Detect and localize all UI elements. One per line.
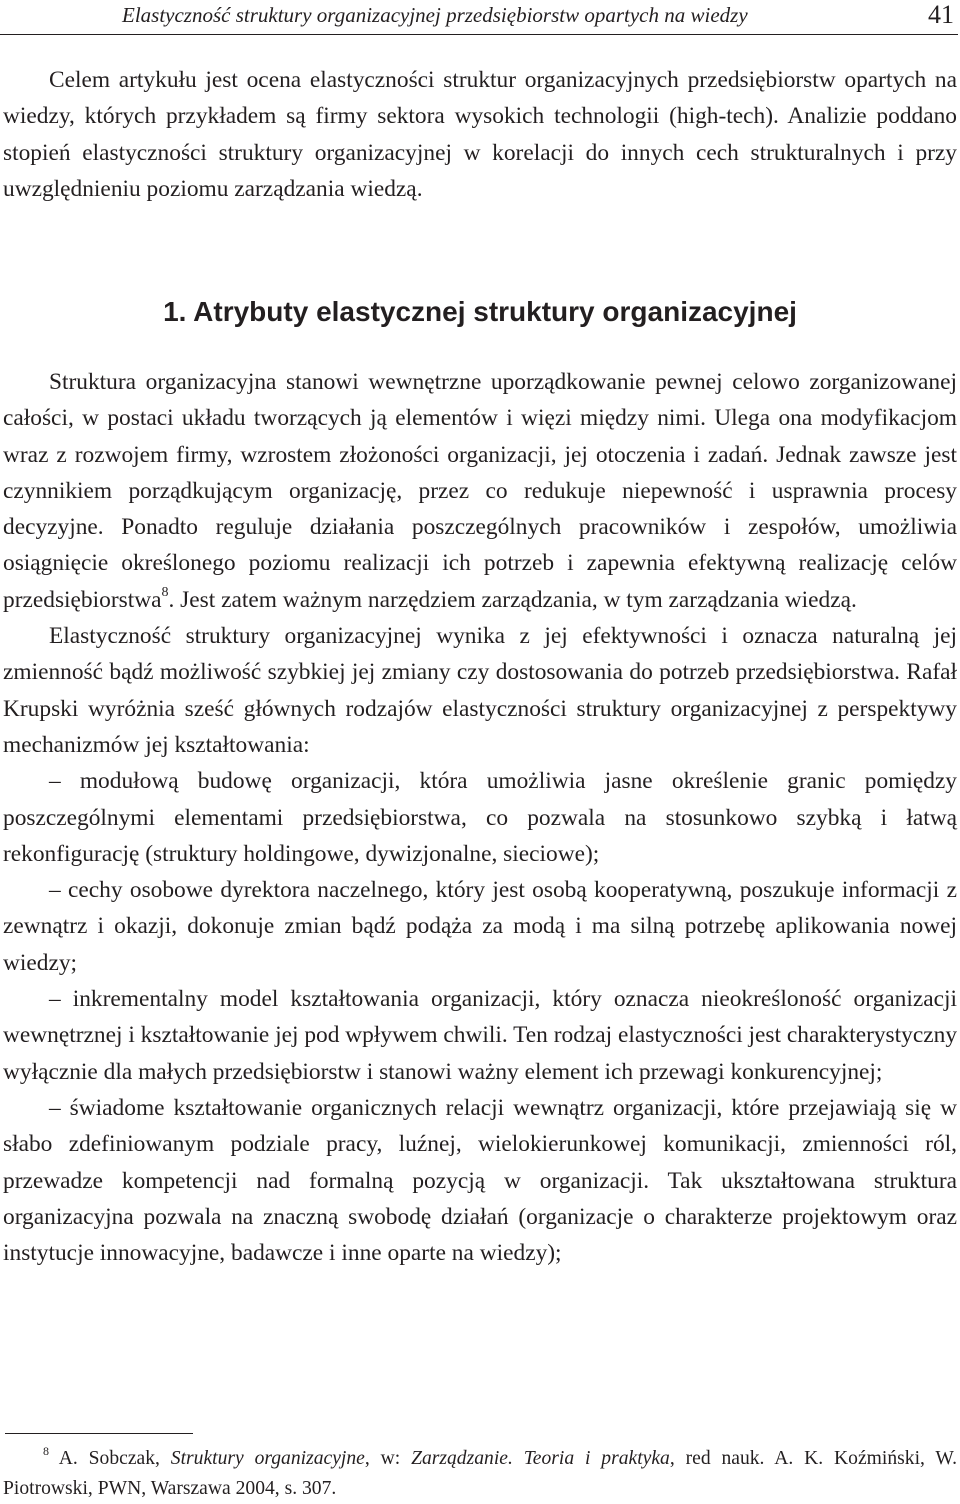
list-item-4: – świadome kształtowanie organicznych relacji wewnątrz organizacji, które przejawiają się w słabo zdefiniowanym podziale pracy, luźnej, wielokierunkowej komunikacji, zmienności ról, przewadze kompetencji nad formalną pozycją w organizacji. Tak ukształtowana struktura organizacyjna pozwala na znaczną swobodę działań (organizacje o charakterze projektowym oraz instytucje innowacyjne, badawcze i inne oparte na wiedzy);: [3, 1094, 957, 1267]
body-paragraph-1: [3, 364, 957, 618]
footnote-title: Struktury organizacyjne: [170, 1448, 365, 1469]
footnote-divider: [5, 1433, 193, 1434]
footnote-ref[interactable]: 8: [161, 584, 169, 600]
intro-section: [3, 62, 957, 207]
section-body: [3, 364, 957, 1271]
list-item-2: – cechy osobowe dyrektora naczelnego, który jest osobą kooperatywną, poszukuje informacji z zewnątrz i okazji, dokonuje zmian bądź podąża za modą i ma silną potrzebę aplikowania nowej wiedzy;: [3, 877, 957, 976]
footnote-connector: , w:: [364, 1448, 412, 1469]
running-title: Elastyczność struktury organizacyjnej przedsiębiorstw opartych na wiedzy: [122, 3, 748, 27]
list-item-1: – modułową budowę organizacji, która umożliwia jasne określenie granic pomiędzy poszczególnymi elementami przedsiębiorstwa, co pozwala na stosunkowo szybką i łatwą rekonfigurację (struktury holdingowe, dywizjonalne, sieciowe);: [3, 768, 957, 867]
footnote-marker: 8: [43, 1444, 49, 1459]
list-item-3: – inkrementalny model kształtowania organizacji, który oznacza nieokreśloność organizacji wewnętrznej i kształtowanie jej pod wpływem chwili. Ten rodzaj elastyczności jest charakterystyczny wyłącznie dla małych przedsiębiorstw i stanowi ważny element ich przewagi konkurencyjnej;: [3, 986, 958, 1085]
section-heading: 1. Atrybuty elastycznej struktury organizacyjnej: [163, 296, 797, 327]
footnote-author: A. Sobczak,: [49, 1448, 171, 1469]
paragraph-text: Struktura organizacyjna stanowi wewnętrzne uporządkowanie pewnej celowo zorganizowanej całości, w postaci układu tworzących ją elementów i więzi między nimi. Ulega ona modyfikacjom wraz z rozwojem firmy, wzrostem złożoności organizacji, jej otoczenia i zadań. Jednak zawsze jest czynnikiem porządkującym organizację, przez co redukuje niepewność i usprawnia procesy decyzyjne. Ponadto reguluje działania poszczególnych pracowników i zespołów, umożliwia osiągnięcie określonego poziomu realizacji ich potrzeb i zapewnia efektywną realizację celów przedsiębiorstwa: [3, 369, 957, 613]
page-number: 41: [928, 0, 954, 29]
footnote: [3, 1444, 957, 1504]
intro-paragraph: Celem artykułu jest ocena elastyczności struktur organizacyjnych przedsiębiorstw opartych na wiedzy, których przykładem są firmy sektora wysokich technologii (high-tech). Analizie poddano stopień elastyczności struktury organizacyjnej w korelacji do innych cech strukturalnych i przy uwzględnieniu poziomu zarządzania wiedzą.: [3, 67, 957, 202]
footnote-rest: , red nauk. A. K. Koźmiński, W. Piotrowski, PWN, Warszawa 2004, s. 307.: [3, 1448, 957, 1499]
running-header: [0, 0, 958, 35]
footnote-book: Zarządzanie. Teoria i praktyka: [411, 1448, 670, 1469]
paragraph-text: . Jest zatem ważnym narzędziem zarządzania, w tym zarządzania wiedzą.: [168, 586, 857, 613]
body-paragraph-2: Elastyczność struktury organizacyjnej wynika z jej efektywności i oznacza naturalną jej zmienność bądź możliwość szybkiej jej zmiany czy dostosowania do potrzeb przedsiębiorstwa. Rafał Krupski wyróżnia sześć głównych rodzajów elastyczności struktury organizacyjnej z perspektywy mechanizmów jej kształtowania:: [3, 623, 957, 758]
